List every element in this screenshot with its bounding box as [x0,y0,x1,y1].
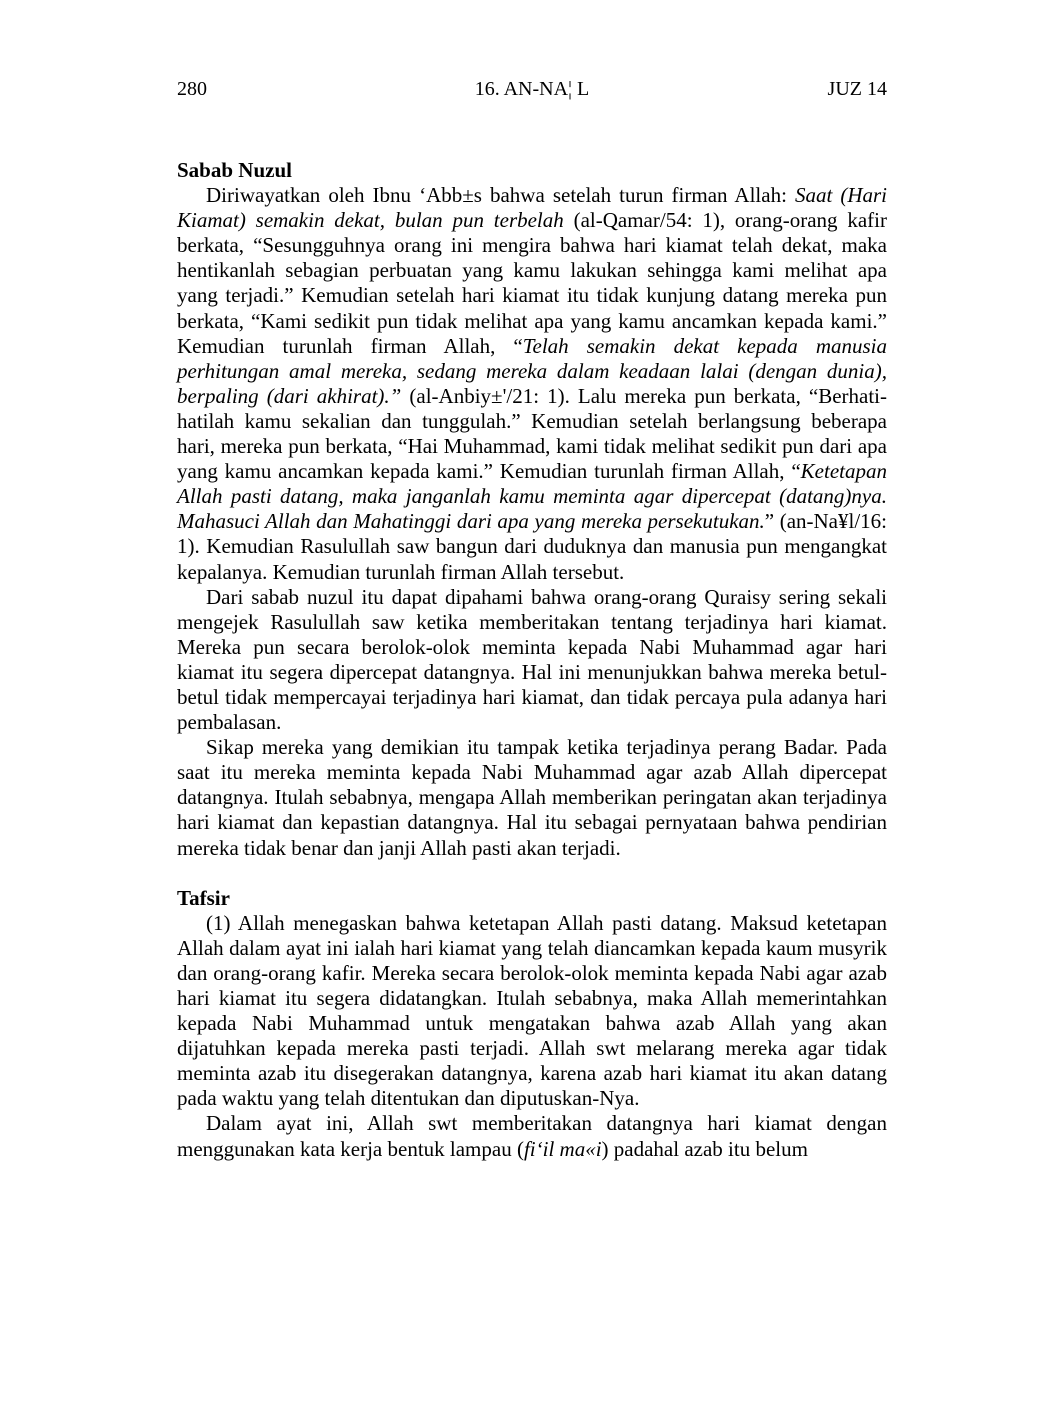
tafsir-heading: Tafsir [177,885,230,910]
juz-label: JUZ 14 [827,78,887,100]
text-run: Diriwayatkan oleh Ibnu ‘Abb±s bahwa setelah turun firman Allah: [206,183,795,208]
page-number: 280 [177,78,207,100]
text-run: ) padahal azab itu belum [601,1136,808,1161]
sabab-paragraph-3: Sikap mereka yang demikian itu tampak ketika terjadinya perang Badar. Pada saat itu mereka meminta kepada Nabi Muhammad agar azab Allah dipercepat datangnya. Itulah sebabnya, mengapa Allah memberikan peringatan akan terjadinya hari kiamat dan kepastian datangnya. Hal itu sebagai pernyataan bahwa pendirian mereka tidak benar dan janji Allah pasti akan terjadi. [177,735,887,860]
text-run: Dalam ayat ini, Allah swt memberitakan datangnya hari kiamat dengan menggunakan kata kerja bentuk lampau ( [177,1111,887,1161]
section-spacer [177,861,887,886]
sabab-paragraph-2: Dari sabab nuzul itu dapat dipahami bahwa orang-orang Quraisy sering sekali mengejek Rasulullah saw ketika memberitakan tentang terjadinya hari kiamat. Mereka pun secara berolok-olok meminta kepada Nabi Muhammad agar hari kiamat itu segera dipercepat datangnya. Hal ini menunjukkan bahwa mereka betul-betul tidak mempercayai terjadinya hari kiamat, dan tidak percaya pula adanya hari pembalasan. [177,584,887,735]
arabic-term: fi‘il ma«i [523,1136,602,1161]
tafsir-paragraph-2 [177,1111,887,1161]
surah-title: 16. AN-NA¦ L [474,78,590,100]
text-run: (al-Qamar/54: 1), orang-orang kafir berkata, “Sesungguhnya orang ini mengira bahwa hari kiamat telah dekat, maka hentikanlah sebagian perbuatan yang kamu lakukan sehingga kami melihat apa yang terjadi.” Kemudian setelah hari kiamat itu tidak kunjung datang mereka pun berkata, “Kami sedikit pun tidak melihat apa yang kamu ancamkan kepada kami.” Kemudian turunlah firman Allah, “ [177,208,887,358]
text-run: ” (an-Na¥l/16: 1). Kemudian Rasulullah saw bangun dari duduknya dan manusia pun mengangkat kepalanya. Kemudian turunlah firman Allah tersebut. [177,509,887,584]
quran-quote-anbiya: Telah semakin dekat kepada manusia perhitungan amal mereka, sedang mereka dalam keadaan lalai (dengan dunia), berpaling (dari akhirat).” [177,333,887,408]
quran-quote-qamar: Saat (Hari Kiamat) semakin dekat, bulan pun terbelah [177,183,887,233]
quran-quote-nahl: Ketetapan Allah pasti datang, maka janganlah kamu meminta agar dipercepat (datang)nya. Mahasuci Allah dan Mahatinggi dari apa yang mereka persekutukan. [177,459,887,534]
sabab-nuzul-heading: Sabab Nuzul [177,158,292,182]
tafsir-section [177,886,887,1162]
page-body [177,158,887,1162]
tafsir-paragraph-1: (1) Allah menegaskan bahwa ketetapan Allah pasti datang. Maksud ketetapan Allah dalam ayat ini ialah hari kiamat yang telah diancamkan kepada kaum musyrik dan orang-orang kafir. Mereka secara berolok-olok meminta kepada Nabi agar azab hari kiamat itu segera didatangkan. Itulah sebabnya, maka Allah memerintahkan kepada Nabi Muhammad untuk mengatakan bahwa azab Allah yang akan dijatuhkan kepada mereka pasti terjadi. Allah swt melarang mereka agar tidak meminta azab itu disegerakan datangnya, karena azab hari kiamat itu akan datang pada waktu yang telah ditentukan dan diputuskan-Nya. [177,910,887,1111]
sabab-nuzul-section [177,158,887,861]
sabab-paragraph-1 [177,183,887,585]
text-run: (al-Anbiy±'/21: 1). Lalu mereka pun berkata, “Berhati-hatilah kamu sekalian dan tunggulah.” Kemudian setelah berlangsung beberapa hari, mereka pun berkata, “Hai Muhammad, kami tidak melihat sedikit pun dari apa yang kamu ancamkan kepada kami.” Kemudian turunlah firman Allah, “ [177,383,887,484]
running-header [177,72,887,106]
